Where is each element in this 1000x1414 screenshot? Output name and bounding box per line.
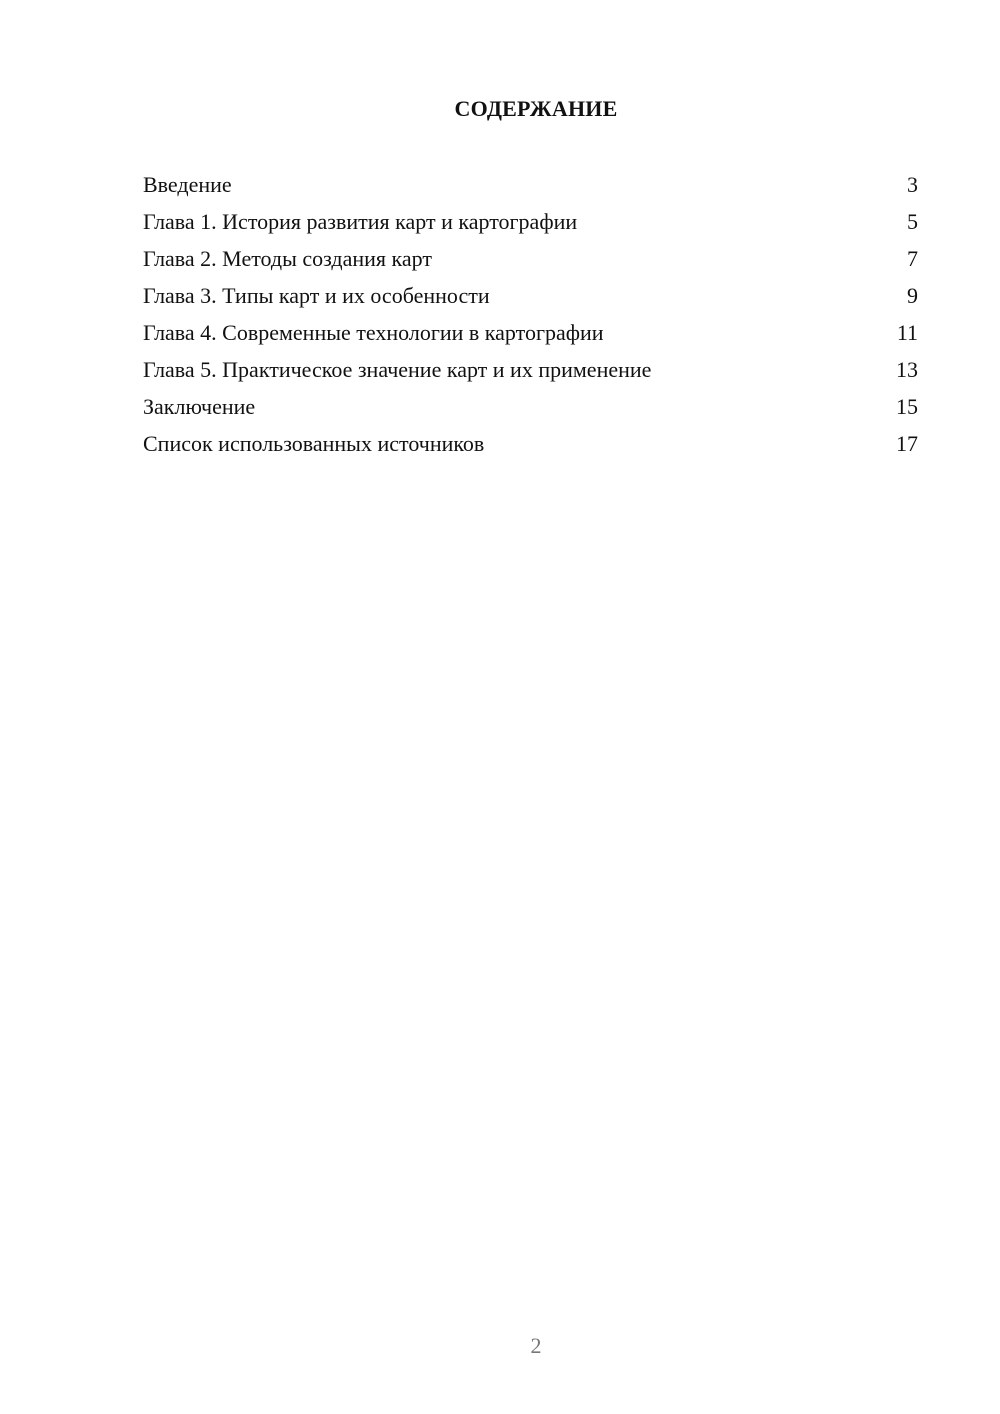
table-of-contents [143, 170, 918, 466]
toc-row-chapter-4[interactable] [143, 318, 918, 355]
toc-row-chapter-2[interactable] [143, 244, 918, 281]
toc-entry-label: Заключение [143, 394, 256, 419]
toc-entry-page: 9 [907, 283, 918, 308]
toc-entry-page: 17 [896, 431, 918, 456]
toc-entry-label: Глава 5. Практическое значение карт и их применение [143, 357, 652, 382]
page-number: 2 [530, 1333, 542, 1358]
toc-row-conclusion[interactable] [143, 392, 918, 429]
toc-entry-page: 5 [907, 209, 918, 234]
toc-entry-label: Глава 2. Методы создания карт [143, 246, 432, 271]
toc-row-chapter-1[interactable] [143, 207, 918, 244]
toc-entry-page: 13 [896, 357, 918, 382]
toc-entry-label: Глава 1. История развития карт и картографии [143, 209, 578, 234]
toc-entry-label: Введение [143, 172, 232, 197]
toc-row-chapter-3[interactable] [143, 281, 918, 318]
toc-entry-label: Глава 4. Современные технологии в картографии [143, 320, 604, 345]
toc-row-chapter-5[interactable] [143, 355, 918, 392]
toc-row-introduction[interactable] [143, 170, 918, 207]
toc-entry-page: 7 [907, 246, 918, 271]
toc-row-references[interactable] [143, 429, 918, 466]
toc-entry-label: Глава 3. Типы карт и их особенности [143, 283, 490, 308]
toc-entry-page: 3 [907, 172, 918, 197]
toc-entry-label: Список использованных источников [143, 431, 485, 456]
toc-entry-page: 15 [896, 394, 918, 419]
toc-entry-page: 11 [896, 320, 918, 345]
page-title: СОДЕРЖАНИЕ [454, 96, 618, 121]
